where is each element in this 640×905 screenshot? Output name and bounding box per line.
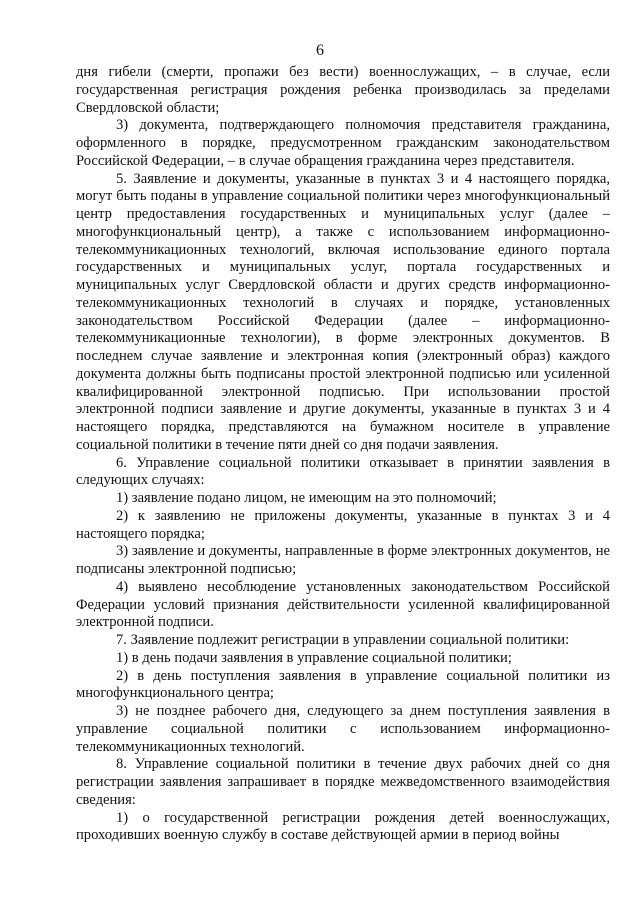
paragraph: 3) не позднее рабочего дня, следующего за днем поступления заявления в управление социальной политики с использованием информационно-телекоммуникационных технологий. [76, 703, 610, 755]
page-number: 6 [316, 42, 324, 59]
paragraph: дня гибели (смерти, пропажи без вести) военнослужащих, – в случае, если государственная регистрация рождения ребенка производилась за пределами Свердловской области; [76, 64, 610, 116]
paragraph: 2) к заявлению не приложены документы, указанные в пунктах 3 и 4 настоящего порядка; [76, 507, 610, 542]
paragraph: 8. Управление социальной политики в течение двух рабочих дней со дня регистрации заявления запрашивает в порядке межведомственного взаимодействия сведения: [76, 756, 610, 808]
document-body [76, 64, 610, 845]
paragraph: 1) заявление подано лицом, не имеющим на это полномочий; [116, 490, 497, 506]
paragraph: 5. Заявление и документы, указанные в пунктах 3 и 4 настоящего порядка, могут быть поданы в управление социальной политики через многофункциональный центр предоставления государственных и муниципальных услуг (далее – многофункциональный центр), а также с использованием информационно-телекоммуникационных технологий, включая использование единого портала государственных и муниципальных услуг, портала государственных и муниципальных услуг Свердловской области и других средств информационно-телекоммуникационных технологий в случаях и порядке, установленных законодательством Российской Федерации (далее – информационно-телекоммуникационные технологии), в форме электронных документов. В последнем случае заявление и электронная копия (электронный образ) каждого документа должны быть подписаны простой электронной подписью или усиленной квалифицированной электронной подписью. При использовании простой электронной подписи заявление и другие документы, указанные в пунктах 3 и 4 настоящего порядка, представляются на бумажном носителе в управление социальной политики в течение пяти дней со дня подачи заявления. [76, 170, 610, 453]
paragraph: 3) заявление и документы, направленные в форме электронных документов, не подписаны электронной подписью; [76, 543, 610, 577]
paragraph: 1) о государственной регистрации рождения детей военнослужащих, проходивших военную службу в составе действующей армии в период войны [76, 809, 610, 844]
paragraph: 3) документа, подтверждающего полномочия представителя гражданина, оформленного в порядке, предусмотренном гражданским законодательством Российской Федерации, – в случае обращения гражданина через представителя. [76, 117, 610, 169]
paragraph: 1) в день подачи заявления в управление социальной политики; [116, 649, 512, 666]
paragraph: 4) выявлено несоблюдение установленных законодательством Российской Федерации условий признания действительности усиленной квалифицированной электронной подписи. [76, 578, 610, 631]
paragraph: 2) в день поступления заявления в управление социальной политики из многофункционального центра; [76, 667, 610, 702]
paragraph: 7. Заявление подлежит регистрации в управлении социальной политики: [116, 632, 570, 648]
paragraph: 6. Управление социальной политики отказывает в принятии заявления в следующих случаях: [76, 454, 610, 489]
